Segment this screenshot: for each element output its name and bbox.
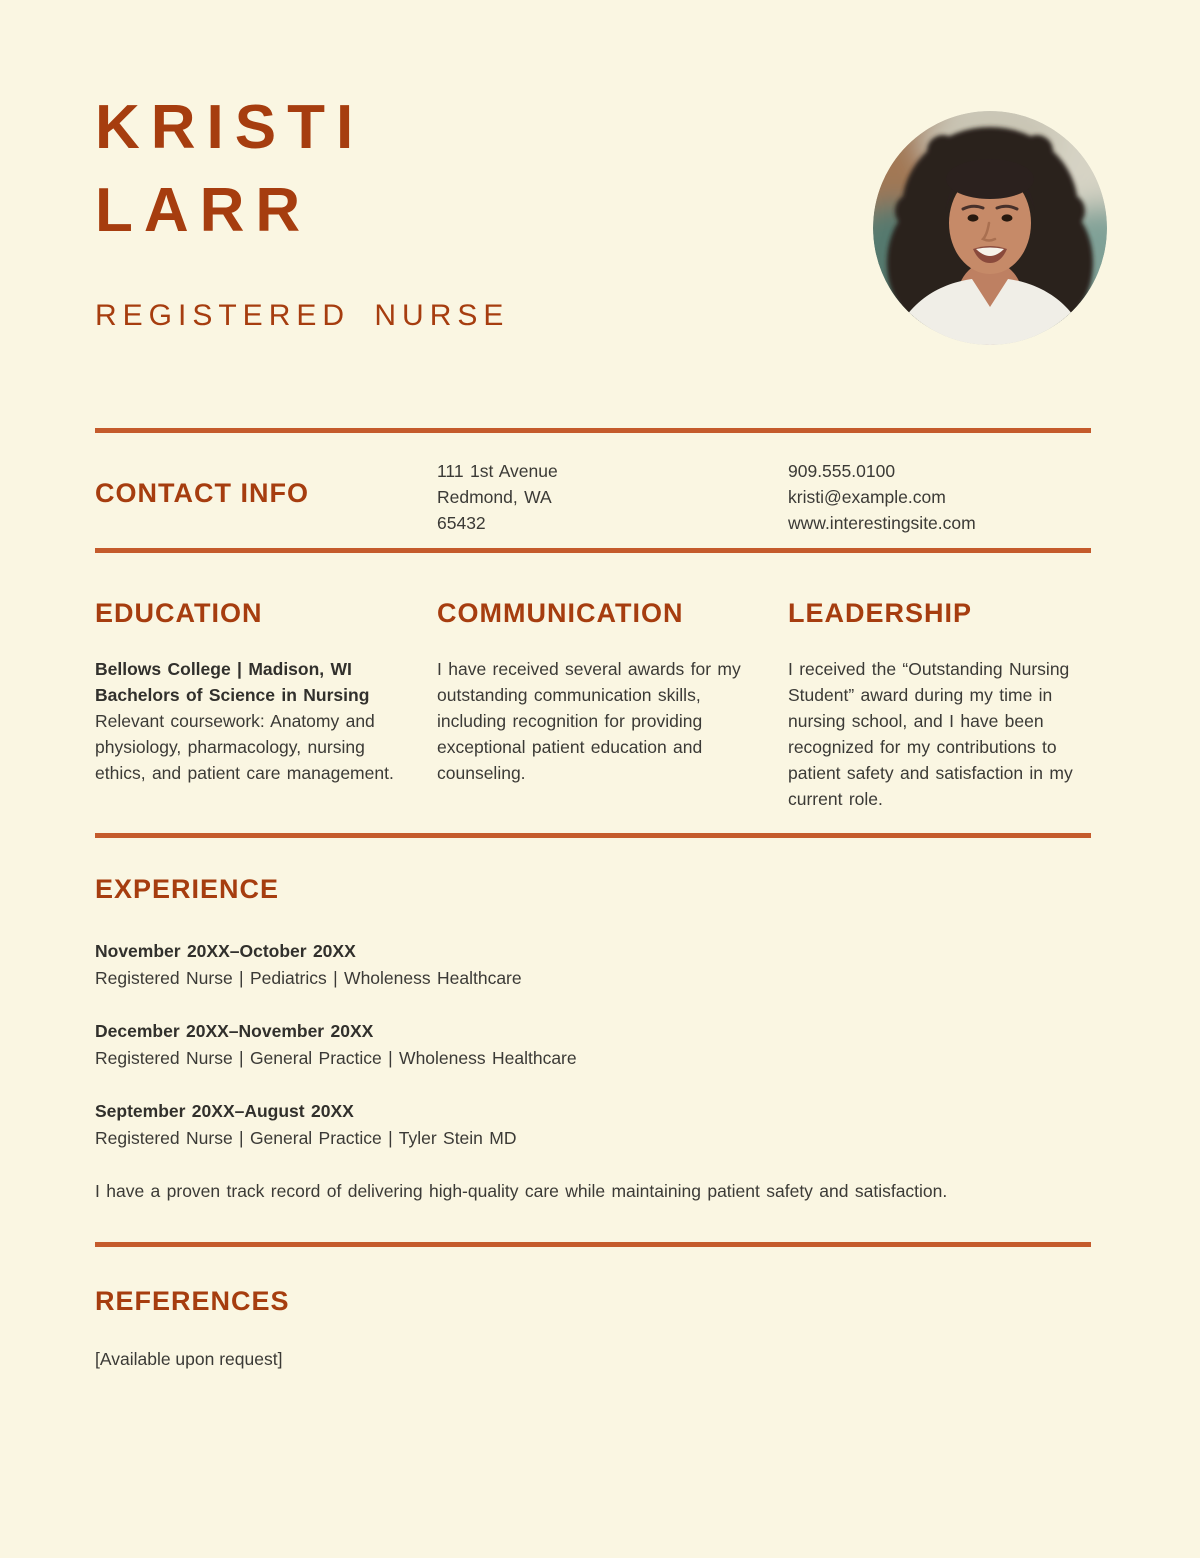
person-last-name: LARR: [95, 176, 312, 245]
experience-heading: EXPERIENCE: [95, 874, 280, 904]
skills-section: [95, 596, 1091, 812]
experience-dates: September 20XX–August 20XX: [95, 1101, 354, 1121]
profile-photo: [873, 111, 1107, 345]
experience-entry: [95, 1018, 1091, 1072]
person-name: [95, 86, 364, 252]
contact-address: [437, 458, 788, 536]
contact-email: kristi@example.com: [788, 487, 946, 507]
experience-dates: December 20XX–November 20XX: [95, 1021, 374, 1041]
experience-entry: [95, 1098, 1091, 1152]
leadership-body: I received the “Outstanding Nursing Student” award during my time in nursing school, and I have been recognized for my contributions to patient safety and satisfaction in my current role.: [788, 659, 1073, 809]
education-school: Bellows College | Madison, WI: [95, 659, 352, 679]
experience-section: [95, 872, 1091, 1204]
section-divider: [95, 1242, 1091, 1247]
contact-website: www.interestingsite.com: [788, 513, 976, 533]
profile-photo-illustration: [873, 111, 1107, 345]
education-degree: Bachelors of Science in Nursing: [95, 685, 370, 705]
section-divider: [95, 428, 1091, 433]
contact-heading: CONTACT INFO: [95, 478, 309, 508]
section-divider: [95, 833, 1091, 838]
experience-role: Registered Nurse | Pediatrics | Wholeness Healthcare: [95, 968, 522, 988]
leadership-heading: LEADERSHIP: [788, 598, 973, 628]
experience-role: Registered Nurse | General Practice | Wholeness Healthcare: [95, 1048, 577, 1068]
experience-dates: November 20XX–October 20XX: [95, 941, 356, 961]
experience-role: Registered Nurse | General Practice | Tyler Stein MD: [95, 1128, 517, 1148]
leadership-column: [788, 596, 1091, 812]
section-divider: [95, 548, 1091, 553]
contact-phone: 909.555.0100: [788, 461, 896, 481]
education-heading: EDUCATION: [95, 598, 263, 628]
experience-summary: I have a proven track record of delivering high-quality care while maintaining patient safety and satisfaction.: [95, 1181, 948, 1201]
contact-section: [95, 458, 1091, 536]
person-job-title: REGISTERED NURSE: [95, 299, 510, 332]
education-details: Relevant coursework: Anatomy and physiology, pharmacology, nursing ethics, and patient care management.: [95, 711, 394, 783]
communication-body: I have received several awards for my outstanding communication skills, including recognition for providing exceptional patient education and counseling.: [437, 659, 741, 783]
references-heading: REFERENCES: [95, 1286, 290, 1316]
experience-entries: [95, 938, 1091, 1152]
communication-column: [437, 596, 788, 812]
education-body: [95, 656, 407, 786]
education-column: [95, 596, 437, 812]
contact-details: [788, 458, 1091, 536]
person-first-name: KRISTI: [95, 93, 365, 162]
references-section: [95, 1284, 1091, 1372]
experience-entry: [95, 938, 1091, 992]
address-line: 65432: [437, 513, 486, 533]
address-line: 111 1st Avenue: [437, 461, 558, 481]
address-line: Redmond, WA: [437, 487, 552, 507]
communication-heading: COMMUNICATION: [437, 598, 684, 628]
references-note: [Available upon request]: [95, 1349, 283, 1369]
